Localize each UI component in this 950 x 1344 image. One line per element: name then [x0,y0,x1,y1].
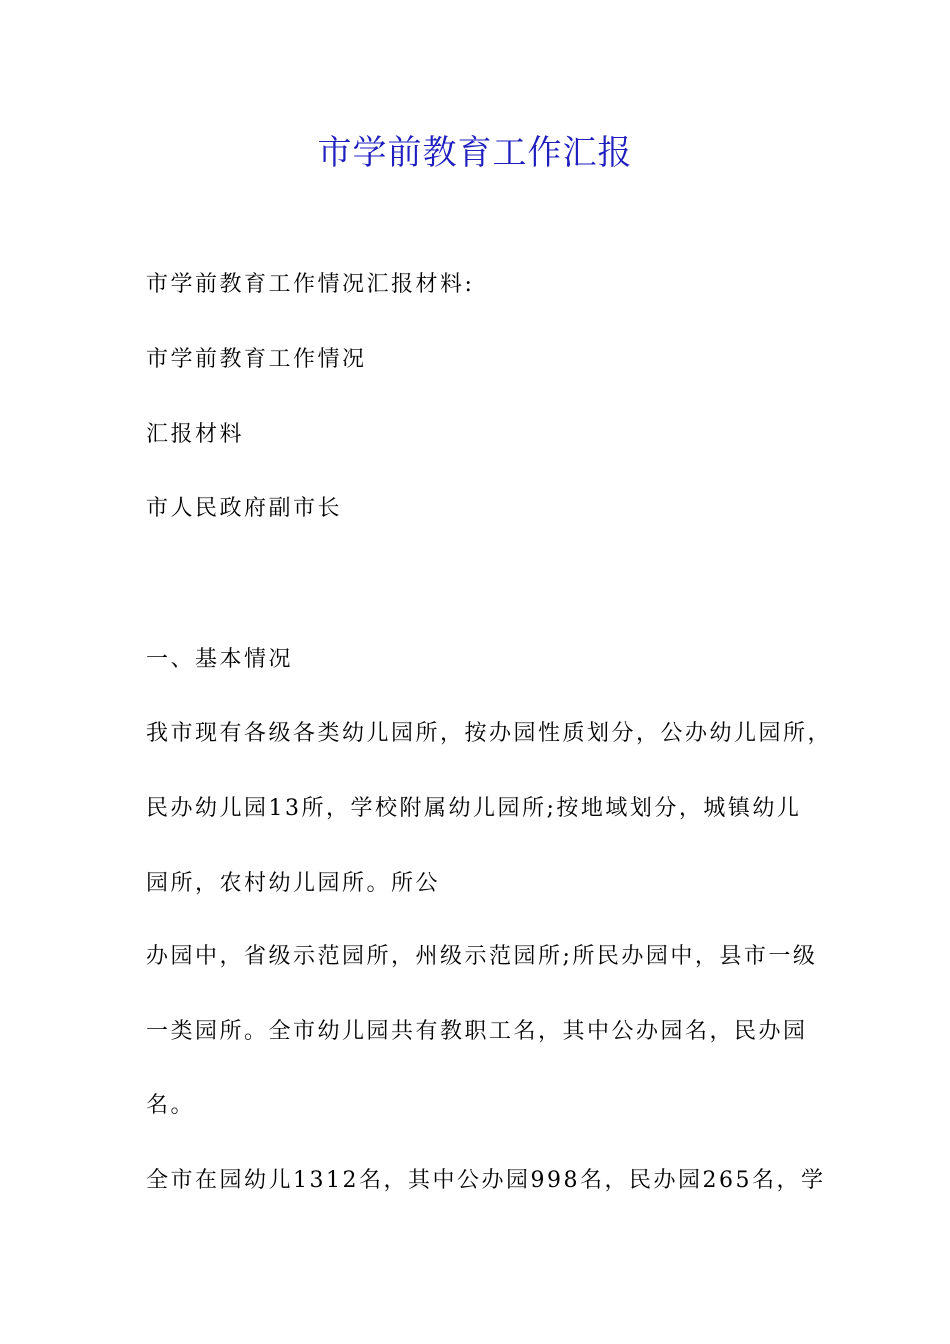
document-title: 市学前教育工作汇报 [317,133,633,173]
paragraph-line: 一类园所。全市幼儿园共有教职工名，其中公办园名，民办园 [146,1019,808,1044]
text-line-work-situation: 市学前教育工作情况 [146,347,367,372]
text-line-author: 市人民政府副市长 [146,496,343,521]
text-line-report: 汇报材料 [146,422,245,447]
paragraph-line: 名。 [146,1093,196,1118]
paragraph-line: 民办幼儿园13所，学校附属幼儿园所;按地域划分，城镇幼儿 [146,796,802,821]
paragraph-line: 全市在园幼儿1312名，其中公办园998名，民办园265名，学 [146,1168,826,1193]
paragraph-line: 我市现有各级各类幼儿园所，按办园性质划分，公办幼儿园所， [146,721,833,746]
text-line-report-material: 市学前教育工作情况汇报材料: [146,272,475,297]
section-heading-basic-situation: 一、基本情况 [146,647,294,672]
paragraph-line: 办园中，省级示范园所，州级示范园所;所民办园中，县市一级 [146,944,818,969]
paragraph-line: 园所，农村幼儿园所。所公 [146,871,441,896]
